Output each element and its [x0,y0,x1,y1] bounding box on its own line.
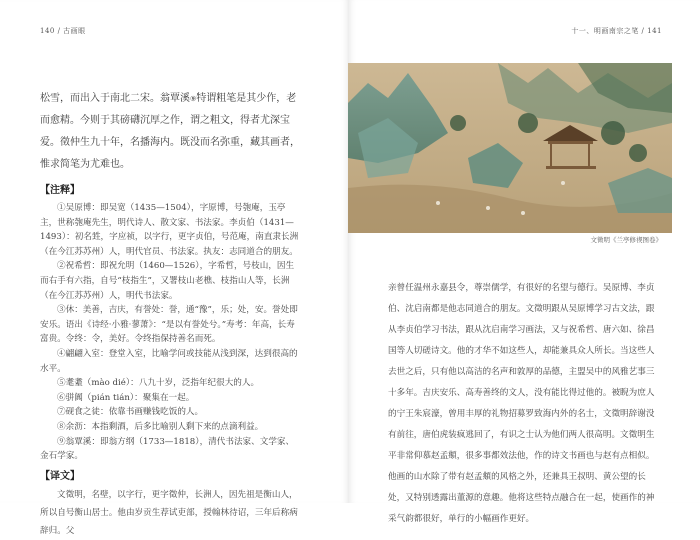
main-text-part: 特谓粗笔是其少作，老而愈精。今则于其磅礴沉厚之作，谓之粗文，得者尤深宝爱。徵仲生九十年，名播海内。既没而名弥重，藏其画者，惟求简笔为尤难也。 [40,93,300,170]
translation-continued: 亲曾任温州永嘉县令，尊崇儒学，有很好的名望与德行。吴原博、李贞伯、沈启南都是他志同道合的朋友。文徵明跟从吴原博学习古文法，跟从李贞伯学习书法，跟从沈启南学习画法，又与祝希哲、唐六如、徐昌国等人切磋诗文。他的才华不如这些人，却能兼具众人所长。当这些人去世之后，只有他以高洁的名声和敦厚的品德，主盟吴中的风雅艺事三十多年。吉庆安乐、高寿善终的文人，没有能比得过他的。被睨为庶人的宁王朱宸濠，曾用丰厚的礼物招募罗致海内外的名士，文徵明辞谢没有前往，唐伯虎装疯逃回了，有识之士认为他们两人很高明。文徵明生平非常仰慕赵孟頫，很多事都效法他，作的诗文书画也与赵有点相似。他画的山水除了带有赵孟頫的风格之外，还兼具王叔明、黄公望的长处，又特别透露出董源的意趣。他将这些特点融合在一起，使画作的神采气韵都很好，单行的小幅画作更好。 [388,283,655,524]
notes-list [40,201,302,464]
page-header-left: 140 / 古画眼 [40,27,86,35]
note-item: ⑤耄耋（mào dié）：八九十岁，泛指年纪很大的人。 [57,378,260,389]
translation-heading: 【译文】 [40,470,80,482]
image-caption: 文徵明《兰亭修禊图卷》 [590,236,662,244]
note-item: ⑦砚食之徒：依靠书画赚钱吃饭的人。 [57,407,204,418]
footnote-mark: ⑨ [190,95,197,103]
left-page-content [40,88,302,540]
painting-image [348,63,672,233]
note-item: ⑧余沥：本指剩酒，后多比喻别人剩下来的点滴利益。 [57,421,264,432]
note-item: ③休：美善，吉庆，有誉处：誉，通“豫”，乐；处，安。誉处即安乐。语出《诗经·小雅·蓼萧》：“是以有誉处兮。”寿考：年高，长寿富贵。令终：令，美好。令终指保持善名而死。 [40,305,298,345]
left-page [0,0,349,536]
page-header-right: 十一、明画南宗之笔 / 141 [571,27,662,35]
note-item: ⑨翁覃溪：即翁方纲（1733—1818），清代书法家、文学家、金石学家。 [40,436,295,462]
notes-heading: 【注释】 [40,185,80,196]
translation-text: 文徵明，名壁，以字行，更字徵仲，长洲人，因先祖是衡山人，所以自号衡山居士。他由岁贡生荐试吏部，授翰林待诏，三年后称病辞归。父 [40,489,298,536]
note-item: ①吴原博：即吴宽（1435—1504），字原博，号匏庵，玉亭主，世称匏庵先生，明代诗人、散文家、书法家。李贞伯（1431—1493）：初名甡，字应祯，以字行，更字贞伯，号范庵，南直隶长洲（在今江苏苏州）人，明代官员、书法家。执友：志同道合的朋友。 [40,203,299,257]
note-item: ④翩翩入室：登堂入室，比喻学问或技能从浅到深，达到很高的水平。 [40,348,298,374]
main-text [40,88,302,176]
note-item: ②祝希哲：即祝允明（1460—1526），字希哲，号枝山，因生而右手有六指，自号“枝指生”，又署枝山老樵、枝指山人等，长洲（在今江苏苏州）人，明代书法家。 [40,261,295,301]
note-item: ⑥骈阗（pián tián）：聚集在一起。 [57,392,195,403]
main-text-part: 松雪，而出入于南北二宋。翁覃溪 [40,93,190,104]
